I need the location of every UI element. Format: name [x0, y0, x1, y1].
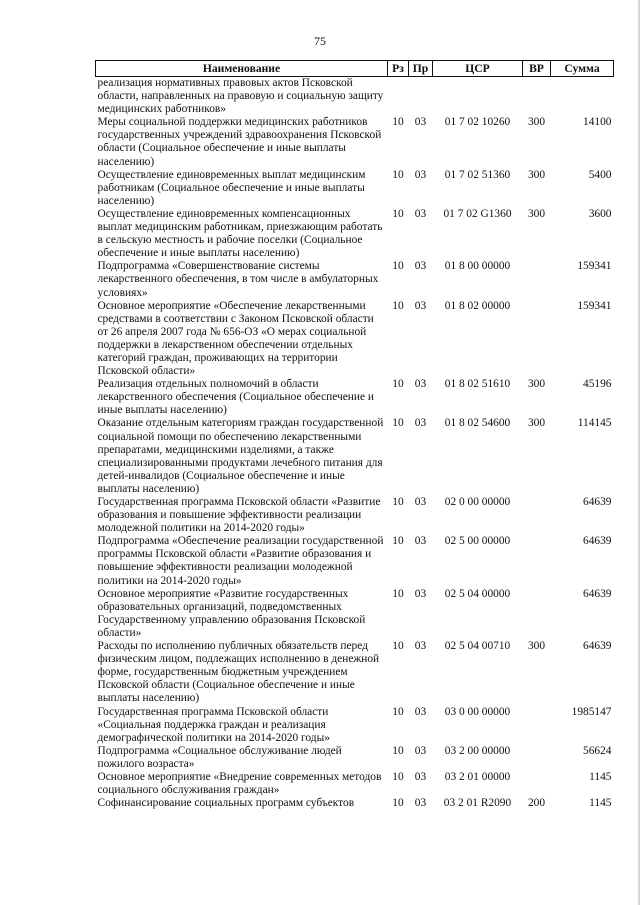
- cell-pr: 03: [414, 417, 427, 430]
- table-row: [96, 77, 614, 117]
- cell-csr: [433, 77, 523, 117]
- cell-sum: 1145: [589, 770, 612, 783]
- cell-pr: 03: [414, 535, 427, 548]
- cell-pr: 03: [414, 168, 427, 181]
- cell-vr: [523, 496, 551, 535]
- table-header-row: [96, 61, 614, 77]
- cell-vr: [523, 77, 551, 117]
- header-rz: Рз: [388, 61, 409, 77]
- cell-rz: 10: [392, 417, 404, 430]
- cell-vr: [523, 535, 551, 587]
- cell-vr: 300: [527, 116, 546, 129]
- table-row: [96, 588, 614, 640]
- header-pr: Пр: [409, 61, 433, 77]
- table-row: [96, 260, 614, 299]
- cell-pr: 03: [414, 378, 427, 391]
- cell-rz: [388, 77, 409, 117]
- cell-name: Расходы по исполнению публичных обязательств перед физическим лицом, подлежащих исполнению в денежной форме, государственным бюджетным учреждением Псковской области (Социальное обеспечение и иные выплаты населению): [97, 640, 380, 705]
- cell-name: Государственная программа Псковской области «Развитие образования и повышение эффективности реализации молодежной политики на 2014-2020 годы»: [97, 496, 381, 535]
- table-row: [96, 640, 614, 705]
- table-row: [96, 535, 614, 587]
- budget-table: [95, 60, 614, 810]
- table-row: [96, 771, 614, 797]
- cell-sum: 5400: [588, 168, 612, 181]
- cell-pr: 03: [414, 640, 427, 653]
- cell-name: Софинансирование социальных программ субъектов: [97, 797, 355, 810]
- cell-csr: 02 5 04 00710: [444, 640, 511, 653]
- cell-csr: 01 8 02 51610: [444, 378, 511, 391]
- cell-name: Осуществление единовременных выплат медицинским работникам (Социальное обеспечение и иные выплаты населению): [97, 168, 366, 207]
- cell-vr: [523, 260, 551, 299]
- header-name: Наименование: [96, 61, 388, 77]
- cell-vr: 300: [527, 207, 546, 220]
- cell-pr: 03: [414, 207, 427, 220]
- cell-vr: 300: [527, 640, 546, 653]
- table-row: [96, 745, 614, 771]
- cell-pr: 03: [414, 299, 427, 312]
- cell-sum: 64639: [583, 496, 612, 508]
- cell-pr: 03: [414, 496, 427, 508]
- cell-csr: 03 2 01 R2090: [443, 797, 512, 810]
- cell-vr: 300: [527, 378, 546, 391]
- cell-vr: [523, 771, 551, 797]
- cell-vr: 200: [527, 797, 546, 810]
- table-row: [96, 300, 614, 379]
- cell-pr: 03: [414, 797, 427, 810]
- cell-rz: 10: [392, 299, 404, 312]
- cell-rz: 10: [392, 260, 404, 273]
- header-sum: Сумма: [551, 61, 614, 77]
- cell-sum: 159341: [577, 299, 612, 312]
- table-row: [96, 116, 614, 168]
- cell-csr: 02 5 04 00000: [444, 587, 511, 600]
- cell-csr: 01 8 02 00000: [444, 299, 511, 312]
- cell-rz: 10: [392, 744, 404, 757]
- cell-pr: 03: [414, 587, 427, 600]
- table-row: [96, 169, 614, 208]
- cell-rz: 10: [392, 797, 404, 810]
- cell-name: Реализация отдельных полномочий в области лекарственного обеспечения (Социальное обеспечение и иные выплаты населению): [97, 378, 374, 417]
- table-row: [96, 797, 614, 810]
- cell-name: Основное мероприятие «Внедрение современных методов социального обслуживания граждан»: [97, 770, 382, 797]
- table-row: [96, 378, 614, 417]
- cell-sum: 1985147: [571, 705, 612, 718]
- cell-csr: 01 7 02 10260: [444, 116, 511, 129]
- cell-name: Государственная программа Псковской области «Социальная поддержка граждан и реализация демографической политики на 2014-2020 годы»: [97, 705, 330, 744]
- table-row: [96, 208, 614, 260]
- cell-csr: 01 7 02 G1360: [443, 207, 512, 220]
- cell-name: Подпрограмма «Социальное обслуживание людей пожилого возраста»: [97, 744, 342, 770]
- cell-csr: 02 0 00 00000: [444, 496, 511, 508]
- cell-name: Основное мероприятие «Развитие государственных образовательных организаций, подведомственных Государственному управлению образования Псковской области»: [97, 587, 366, 639]
- header-vr: ВР: [523, 61, 551, 77]
- cell-rz: 10: [392, 496, 404, 508]
- cell-name: Основное мероприятие «Обеспечение лекарственными средствами в соответствии с Законом Псковской области от 26 апреля 2007 года № 656-ОЗ «О мерах социальной поддержки в лекарственном обеспечении отдельных категорий граждан, проживающих на территории Псковской области»: [97, 299, 374, 378]
- cell-pr: 03: [414, 705, 427, 718]
- cell-csr: 03 2 01 00000: [444, 770, 511, 783]
- table-row: [96, 706, 614, 745]
- header-csr: ЦСР: [433, 61, 523, 77]
- cell-vr: [523, 745, 551, 771]
- cell-csr: 01 8 00 00000: [444, 260, 511, 273]
- cell-pr: 03: [414, 770, 427, 783]
- cell-sum: [551, 77, 614, 117]
- cell-rz: 10: [392, 705, 404, 718]
- cell-sum: 64639: [583, 535, 612, 548]
- cell-name: Подпрограмма «Совершенствование системы лекарственного обеспечения, в том числе в амбулаторных условиях»: [97, 260, 379, 299]
- cell-pr: 03: [414, 260, 427, 273]
- cell-csr: 01 7 02 51360: [444, 168, 511, 181]
- cell-name: Меры социальной поддержки медицинских работников государственных учреждений здравоохранения Псковской области (Социальное обеспечение и иные выплаты населению): [97, 116, 382, 168]
- cell-name: Оказание отдельным категориям граждан государственной социальной помощи по обеспечению лекарственными препаратами, медицинскими изделиями, а также специализированными продуктами лечебного питания для детей-инвалидов (Социальное обеспечение и иные выплаты населению): [97, 417, 384, 495]
- cell-name: Подпрограмма «Обеспечение реализации государственной программы Псковской области «Развитие образования и повышение эффективности реализации молодежной политики на 2014-2020 годы»: [97, 535, 384, 587]
- cell-pr: 03: [414, 116, 427, 129]
- cell-sum: 3600: [588, 207, 612, 220]
- cell-sum: 1145: [589, 797, 612, 810]
- cell-vr: [523, 706, 551, 745]
- cell-vr: 300: [527, 168, 546, 181]
- cell-csr: 01 8 02 54600: [444, 417, 511, 430]
- table-body: [96, 77, 614, 811]
- cell-csr: 03 0 00 00000: [444, 705, 511, 718]
- cell-sum: 14100: [583, 116, 612, 129]
- cell-name: Осуществление единовременных компенсационных выплат медицинским работникам, приезжающим работать в сельскую местность и рабочие поселки (Социальное обеспечение и иные выплаты населению): [97, 207, 383, 260]
- cell-sum: 114145: [577, 417, 612, 430]
- cell-rz: 10: [392, 770, 404, 783]
- table-row: [96, 417, 614, 496]
- cell-sum: 64639: [583, 640, 612, 653]
- cell-rz: 10: [392, 640, 404, 653]
- cell-sum: 64639: [583, 587, 612, 600]
- cell-rz: 10: [392, 116, 404, 129]
- cell-vr: [523, 300, 551, 379]
- cell-rz: 10: [392, 207, 404, 220]
- cell-name: реализация нормативных правовых актов Псковской области, направленных на правовую и социальную защиту медицинских работников»: [97, 77, 384, 116]
- cell-pr: 03: [414, 744, 427, 757]
- cell-sum: 45196: [583, 378, 612, 391]
- cell-rz: 10: [392, 378, 404, 391]
- cell-sum: 159341: [577, 260, 612, 273]
- cell-rz: 10: [392, 535, 404, 548]
- cell-vr: 300: [527, 417, 546, 430]
- cell-vr: [523, 588, 551, 640]
- cell-rz: 10: [392, 168, 404, 181]
- cell-rz: 10: [392, 587, 404, 600]
- cell-csr: 03 2 00 00000: [444, 744, 511, 757]
- page-number: 75: [314, 34, 326, 48]
- table-row: [96, 496, 614, 535]
- cell-csr: 02 5 00 00000: [444, 535, 511, 548]
- cell-sum: 56624: [583, 744, 612, 757]
- cell-pr: [409, 77, 433, 117]
